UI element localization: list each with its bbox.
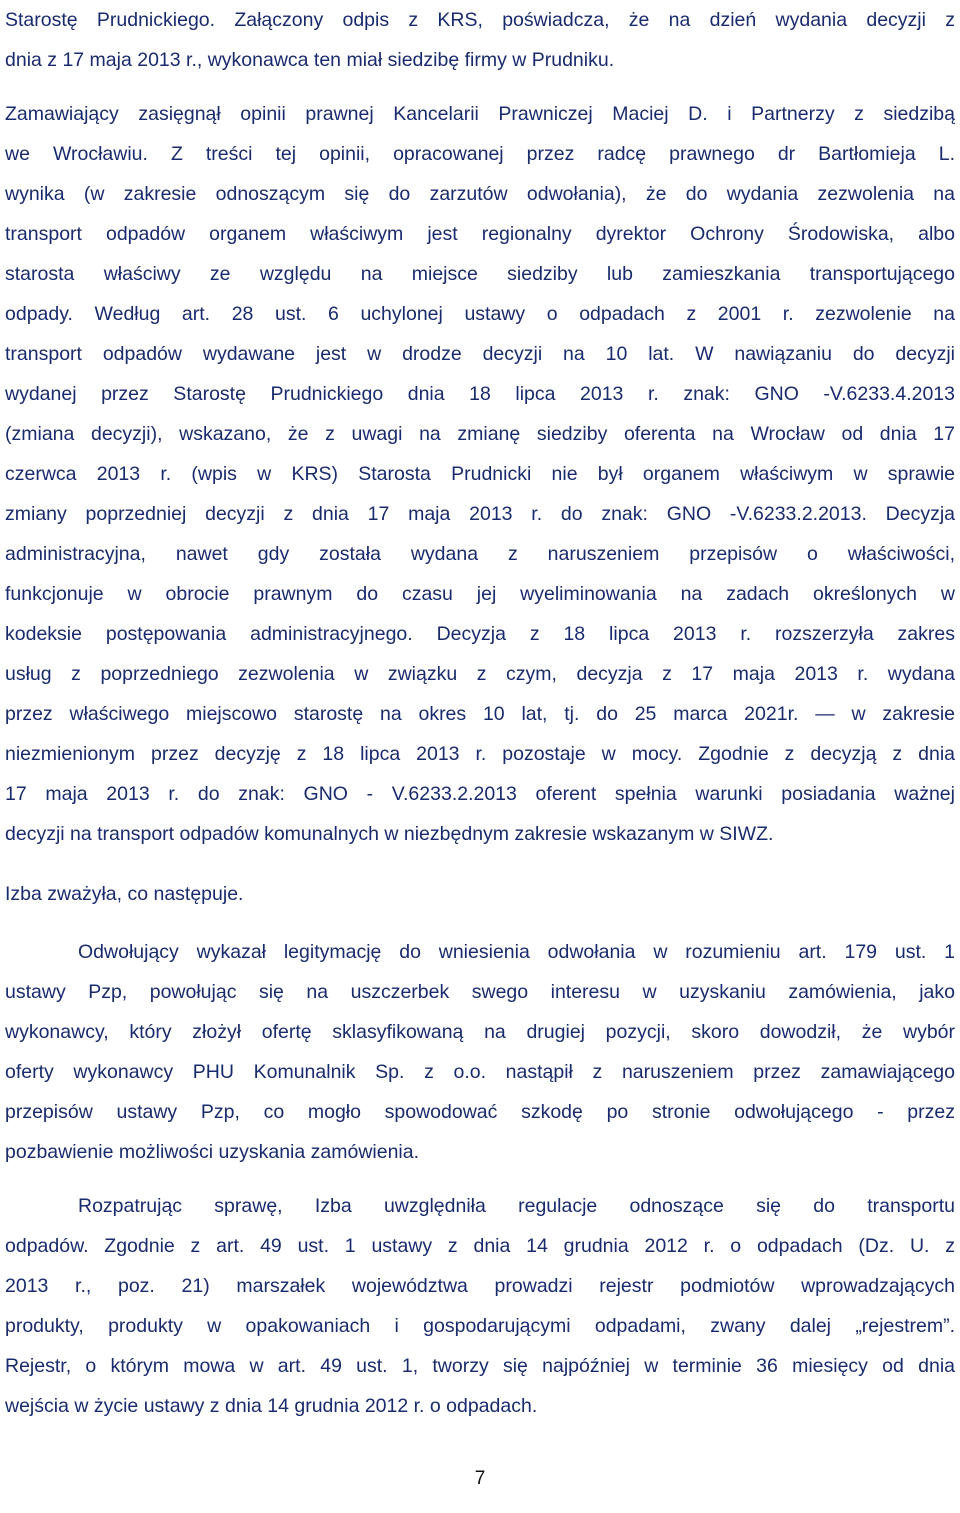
text-line: wydanej przez Starostę Prudnickiego dnia 18 lipca 2013 r. znak: GNO -V.6233.4.2013	[5, 383, 955, 405]
text-line: wynika (w zakresie odnoszącym się do zarzutów odwołania), że do wydania zezwolenia na	[5, 183, 955, 205]
page-number: 7	[474, 1468, 486, 1489]
text-line: przez właściwego miejscowo starostę na okres 10 lat, tj. do 25 marca 2021r. — w zakresie	[5, 703, 955, 725]
text-line: Izba zważyła, co następuje.	[5, 883, 244, 905]
text-line: 17 maja 2013 r. do znak: GNO - V.6233.2.2013 oferent spełnia warunki posiadania ważnej	[5, 783, 955, 805]
paragraph-4	[5, 932, 955, 1172]
text-line: Rozpatrując sprawę, Izba uwzględniła regulacje odnoszące się do transportu	[78, 1195, 955, 1217]
text-line: usług z poprzedniego zezwolenia w związku z czym, decyzja z 17 maja 2013 r. wydana	[5, 663, 955, 685]
text-line: (zmiana decyzji), wskazano, że z uwagi na zmianę siedziby oferenta na Wrocław od dnia 17	[5, 423, 955, 445]
text-line: wykonawcy, który złożył ofertę sklasyfikowaną na drugiej pozycji, skoro dowodził, że wybór	[5, 1021, 955, 1043]
text-line: Rejestr, o którym mowa w art. 49 ust. 1, tworzy się najpóźniej w terminie 36 miesięcy od dnia	[5, 1355, 955, 1377]
text-line: odpadów. Zgodnie z art. 49 ust. 1 ustawy z dnia 14 grudnia 2012 r. o odpadach (Dz. U. z	[5, 1235, 955, 1257]
text-line: administracyjna, nawet gdy została wydana z naruszeniem przepisów o właściwości,	[5, 543, 955, 565]
text-line: czerwca 2013 r. (wpis w KRS) Starosta Prudnicki nie był organem właściwym w sprawie	[5, 463, 955, 485]
text-line: decyzji na transport odpadów komunalnych w niezbędnym zakresie wskazanym w SIWZ.	[5, 823, 774, 845]
paragraph-2	[5, 94, 955, 854]
text-line: pozbawienie możliwości uzyskania zamówienia.	[5, 1141, 420, 1163]
paragraph-3	[5, 874, 955, 914]
text-line: transport odpadów organem właściwym jest regionalny dyrektor Ochrony Środowiska, albo	[5, 223, 955, 245]
text-line: przepisów ustawy Pzp, co mogło spowodować szkodę po stronie odwołującego - przez	[5, 1101, 955, 1123]
text-line: niezmienionym przez decyzję z 18 lipca 2013 r. pozostaje w mocy. Zgodnie z decyzją z dnia	[5, 743, 955, 765]
text-line: Zamawiający zasięgnął opinii prawnej Kancelarii Prawniczej Maciej D. i Partnerzy z siedzibą	[5, 103, 955, 125]
text-line: we Wrocławiu. Z treści tej opinii, opracowanej przez radcę prawnego dr Bartłomieja L.	[5, 143, 955, 165]
text-line: oferty wykonawcy PHU Komunalnik Sp. z o.o. nastąpił z naruszeniem przez zamawiającego	[5, 1061, 955, 1083]
text-line: transport odpadów wydawane jest w drodze decyzji na 10 lat. W nawiązaniu do decyzji	[5, 343, 955, 365]
text-line: dnia z 17 maja 2013 r., wykonawca ten miał siedzibę firmy w Prudniku.	[5, 49, 615, 71]
text-line: kodeksie postępowania administracyjnego. Decyzja z 18 lipca 2013 r. rozszerzyła zakres	[5, 623, 955, 645]
text-line: wejścia w życie ustawy z dnia 14 grudnia 2012 r. o odpadach.	[5, 1395, 538, 1417]
text-line: 2013 r., poz. 21) marszałek województwa prowadzi rejestr podmiotów wprowadzających	[5, 1275, 955, 1297]
text-line: Odwołujący wykazał legitymację do wniesienia odwołania w rozumieniu art. 179 ust. 1	[78, 941, 955, 963]
text-line: ustawy Pzp, powołując się na uszczerbek swego interesu w uzyskaniu zamówienia, jako	[5, 981, 955, 1003]
text-line: funkcjonuje w obrocie prawnym do czasu jej wyeliminowania na zadach określonych w	[5, 583, 955, 605]
text-line: odpady. Według art. 28 ust. 6 uchylonej ustawy o odpadach z 2001 r. zezwolenie na	[5, 303, 955, 325]
text-line: starosta właściwy ze względu na miejsce siedziby lub zamieszkania transportującego	[5, 263, 955, 285]
paragraph-5	[5, 1186, 955, 1426]
paragraph-1	[5, 0, 955, 80]
text-line: zmiany poprzedniej decyzji z dnia 17 maja 2013 r. do znak: GNO -V.6233.2.2013. Decyzja	[5, 503, 955, 525]
text-line: produkty, produkty w opakowaniach i gospodarującymi odpadami, zwany dalej „rejestrem”.	[5, 1315, 955, 1337]
text-line: Starostę Prudnickiego. Załączony odpis z KRS, poświadcza, że na dzień wydania decyzji z	[5, 9, 955, 31]
